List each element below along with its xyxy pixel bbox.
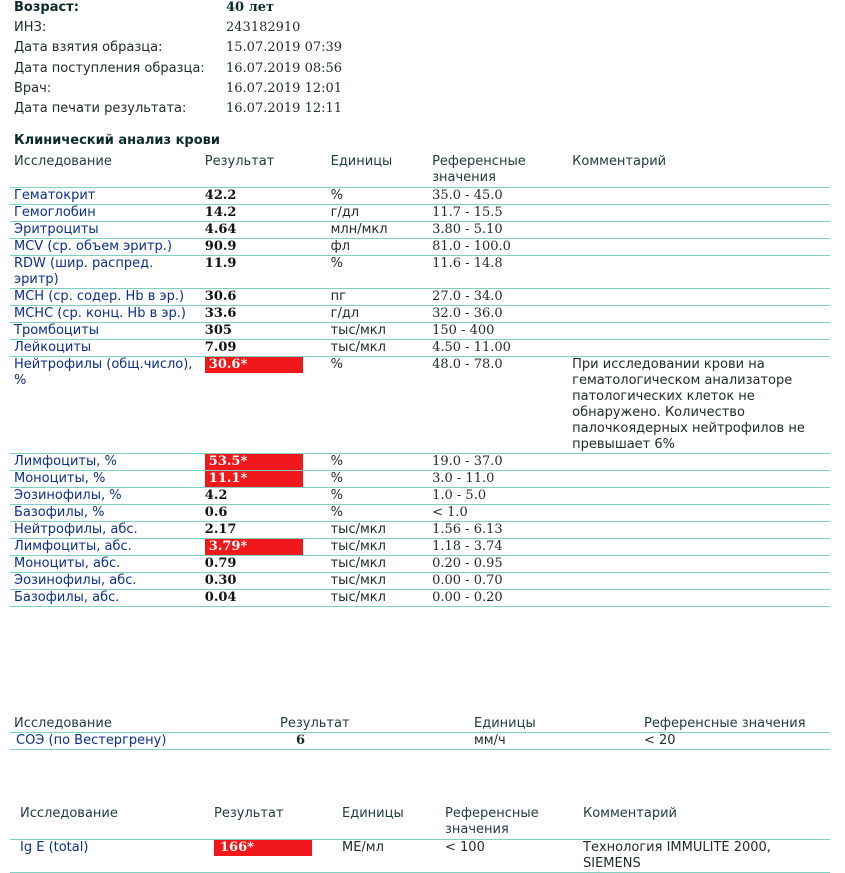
- test-reference: 11.7 - 15.5: [428, 205, 568, 222]
- test-name: Тромбоциты: [10, 323, 201, 340]
- test-reference: 35.0 - 45.0: [428, 188, 568, 205]
- ige-header-ref: Референсные значения: [441, 806, 579, 840]
- test-reference: 3.80 - 5.10: [428, 222, 568, 239]
- cbc-body: [10, 188, 830, 607]
- test-result: 0.04: [204, 590, 237, 605]
- test-reference: 4.50 - 11.00: [428, 340, 568, 357]
- inz-label: ИНЗ:: [14, 20, 47, 35]
- test-units: %: [327, 188, 428, 205]
- test-comment: [568, 454, 830, 471]
- test-result-cell: [201, 357, 327, 454]
- test-comment: При исследовании крови на гематологическом анализаторе патологических клеток не обнаружено. Количество палочкоядерных нейтрофилов не превышает 6%: [568, 357, 830, 454]
- ige-units: МЕ/мл: [338, 840, 441, 873]
- cbc-row: [10, 539, 830, 556]
- test-reference: 32.0 - 36.0: [428, 306, 568, 323]
- ige-name: Ig E (total): [10, 840, 210, 873]
- test-name: Базофилы, %: [10, 505, 201, 522]
- doctor-value: 16.07.2019 12:01: [226, 81, 343, 96]
- cbc-row: [10, 573, 830, 590]
- test-comment: [568, 556, 830, 573]
- sample-received-label: Дата поступления образца:: [14, 61, 205, 76]
- test-comment: [568, 205, 830, 222]
- test-result: 14.2: [204, 205, 237, 220]
- ige-row: [10, 840, 830, 873]
- test-result-cell: [201, 539, 327, 556]
- esr-header-result: Результат: [276, 716, 470, 733]
- esr-units: мм/ч: [470, 733, 640, 750]
- ige-table: [10, 806, 830, 873]
- cbc-row: [10, 323, 830, 340]
- test-result-flagged: 53.5*: [205, 454, 303, 470]
- test-reference: 81.0 - 100.0: [428, 239, 568, 256]
- cbc-row: [10, 357, 830, 454]
- test-result-flagged: 11.1*: [205, 471, 303, 487]
- test-units: тыс/мкл: [327, 340, 428, 357]
- cbc-row: [10, 205, 830, 222]
- test-name: Гемоглобин: [10, 205, 201, 222]
- cbc-row: [10, 256, 830, 289]
- esr-header-test: Исследование: [10, 716, 276, 733]
- test-result: 2.17: [204, 522, 237, 537]
- test-reference: 3.0 - 11.0: [428, 471, 568, 488]
- test-reference: 27.0 - 34.0: [428, 289, 568, 306]
- test-comment: [568, 289, 830, 306]
- test-units: тыс/мкл: [327, 539, 428, 556]
- test-reference: 48.0 - 78.0: [428, 357, 568, 454]
- test-name: MCHC (ср. конц. Hb в эр.): [10, 306, 201, 323]
- esr-row: [10, 733, 830, 750]
- test-units: млн/мкл: [327, 222, 428, 239]
- test-comment: [568, 323, 830, 340]
- esr-header-row: [10, 716, 830, 733]
- test-units: г/дл: [327, 205, 428, 222]
- test-comment: [568, 256, 830, 289]
- esr-ref: < 20: [640, 733, 830, 750]
- print-date-row: [14, 101, 714, 121]
- test-comment: [568, 539, 830, 556]
- cbc-title: Клинический анализ крови: [14, 133, 220, 148]
- age-row: [14, 0, 714, 20]
- test-name: Гематокрит: [10, 188, 201, 205]
- ige-header-test: Исследование: [10, 806, 210, 840]
- test-reference: 19.0 - 37.0: [428, 454, 568, 471]
- doctor-label: Врач:: [14, 81, 52, 96]
- test-units: %: [327, 256, 428, 289]
- test-result-flagged: 3.79*: [205, 539, 303, 555]
- test-units: тыс/мкл: [327, 573, 428, 590]
- test-comment: [568, 340, 830, 357]
- test-units: тыс/мкл: [327, 590, 428, 607]
- header-units: Единицы: [327, 154, 428, 188]
- test-reference: 1.56 - 6.13: [428, 522, 568, 539]
- cbc-table: [10, 154, 830, 607]
- test-name: Лимфоциты, %: [10, 454, 201, 471]
- test-result: 4.2: [204, 488, 228, 503]
- test-name: Моноциты, %: [10, 471, 201, 488]
- cbc-row: [10, 488, 830, 505]
- cbc-row: [10, 289, 830, 306]
- test-name: Лимфоциты, абс.: [10, 539, 201, 556]
- test-result-cell: [201, 222, 327, 239]
- test-result-cell: [201, 306, 327, 323]
- test-comment: [568, 522, 830, 539]
- sample-taken-label: Дата взятия образца:: [14, 40, 163, 55]
- test-result-cell: [201, 590, 327, 607]
- test-units: г/дл: [327, 306, 428, 323]
- cbc-row: [10, 239, 830, 256]
- test-units: %: [327, 505, 428, 522]
- ige-header-row: [10, 806, 830, 840]
- test-reference: 150 - 400: [428, 323, 568, 340]
- esr-name: СОЭ (по Вестергрену): [10, 733, 276, 750]
- test-reference: 0.00 - 0.70: [428, 573, 568, 590]
- ige-result-cell: [210, 840, 338, 873]
- test-units: тыс/мкл: [327, 323, 428, 340]
- test-comment: [568, 590, 830, 607]
- test-result-cell: [201, 239, 327, 256]
- test-comment: [568, 306, 830, 323]
- test-reference: < 1.0: [428, 505, 568, 522]
- test-result: 30.6: [204, 289, 237, 304]
- test-result-cell: [201, 471, 327, 488]
- test-result: 305: [204, 323, 232, 338]
- test-name: Эритроциты: [10, 222, 201, 239]
- test-reference: 0.00 - 0.20: [428, 590, 568, 607]
- ige-header-units: Единицы: [338, 806, 441, 840]
- test-result-cell: [201, 488, 327, 505]
- test-comment: [568, 222, 830, 239]
- test-result: 42.2: [204, 188, 237, 203]
- sample-received-row: [14, 61, 714, 81]
- doctor-row: [14, 81, 714, 101]
- test-result-cell: [201, 256, 327, 289]
- test-name: Нейтрофилы, абс.: [10, 522, 201, 539]
- test-reference: 11.6 - 14.8: [428, 256, 568, 289]
- print-date-value: 16.07.2019 12:11: [226, 101, 343, 116]
- test-result: 33.6: [204, 306, 237, 321]
- cbc-row: [10, 222, 830, 239]
- test-result-cell: [201, 340, 327, 357]
- test-result-cell: [201, 205, 327, 222]
- sample-taken-value: 15.07.2019 07:39: [226, 40, 343, 55]
- cbc-row: [10, 188, 830, 205]
- cbc-row: [10, 306, 830, 323]
- test-reference: 1.18 - 3.74: [428, 539, 568, 556]
- test-comment: [568, 471, 830, 488]
- ige-header-comment: Комментарий: [579, 806, 830, 840]
- ige-result-flag: 166*: [214, 840, 312, 856]
- test-name: Эозинофилы, %: [10, 488, 201, 505]
- test-result: 11.9: [204, 256, 237, 271]
- ige-ref: < 100: [441, 840, 579, 873]
- test-result: 4.64: [204, 222, 237, 237]
- header-comment: Комментарий: [568, 154, 830, 188]
- test-comment: [568, 488, 830, 505]
- test-result: 7.09: [204, 340, 237, 355]
- age-value: 40 лет: [226, 0, 275, 15]
- test-result-cell: [201, 573, 327, 590]
- inz-row: [14, 20, 714, 40]
- test-result: 0.79: [204, 556, 237, 571]
- test-units: пг: [327, 289, 428, 306]
- esr-header-ref: Референсные значения: [640, 716, 830, 733]
- esr-result: 6: [276, 733, 470, 750]
- age-label: Возраст:: [14, 0, 79, 15]
- cbc-row: [10, 454, 830, 471]
- cbc-header-row: [10, 154, 830, 188]
- cbc-row: [10, 471, 830, 488]
- test-name: Эозинофилы, абс.: [10, 573, 201, 590]
- test-units: фл: [327, 239, 428, 256]
- test-name: RDW (шир. распред. эритр): [10, 256, 201, 289]
- test-name: MCH (ср. содер. Hb в эр.): [10, 289, 201, 306]
- cbc-row: [10, 340, 830, 357]
- sample-received-value: 16.07.2019 08:56: [226, 61, 343, 76]
- test-result-cell: [201, 188, 327, 205]
- print-date-label: Дата печати результата:: [14, 101, 187, 116]
- header-ref: Референсные значения: [428, 154, 568, 188]
- test-result: 90.9: [204, 239, 237, 254]
- test-name: Нейтрофилы (общ.число), %: [10, 357, 201, 454]
- test-result-cell: [201, 522, 327, 539]
- test-result-cell: [201, 289, 327, 306]
- test-result-cell: [201, 323, 327, 340]
- ige-comment: Технология IMMULITE 2000, SIEMENS: [579, 840, 830, 873]
- test-result-cell: [201, 454, 327, 471]
- inz-value: 243182910: [226, 20, 301, 35]
- test-reference: 0.20 - 0.95: [428, 556, 568, 573]
- test-comment: [568, 188, 830, 205]
- test-result: 0.30: [204, 573, 237, 588]
- test-result-flagged: 30.6*: [205, 357, 303, 373]
- cbc-row: [10, 590, 830, 607]
- header-result: Результат: [201, 154, 327, 188]
- test-name: Моноциты, абс.: [10, 556, 201, 573]
- test-units: %: [327, 357, 428, 454]
- test-reference: 1.0 - 5.0: [428, 488, 568, 505]
- test-name: Базофилы, абс.: [10, 590, 201, 607]
- ige-header-result: Результат: [210, 806, 338, 840]
- test-name: MCV (ср. объем эритр.): [10, 239, 201, 256]
- test-result: 0.6: [204, 505, 228, 520]
- test-comment: [568, 239, 830, 256]
- esr-table: [10, 716, 830, 750]
- test-units: %: [327, 471, 428, 488]
- cbc-row: [10, 556, 830, 573]
- test-result-cell: [201, 505, 327, 522]
- test-result-cell: [201, 556, 327, 573]
- test-units: %: [327, 454, 428, 471]
- sample-taken-row: [14, 40, 714, 60]
- test-units: %: [327, 488, 428, 505]
- test-comment: [568, 505, 830, 522]
- test-comment: [568, 573, 830, 590]
- esr-header-units: Единицы: [470, 716, 640, 733]
- test-name: Лейкоциты: [10, 340, 201, 357]
- header-test: Исследование: [10, 154, 201, 188]
- test-units: тыс/мкл: [327, 556, 428, 573]
- cbc-row: [10, 522, 830, 539]
- test-units: тыс/мкл: [327, 522, 428, 539]
- cbc-row: [10, 505, 830, 522]
